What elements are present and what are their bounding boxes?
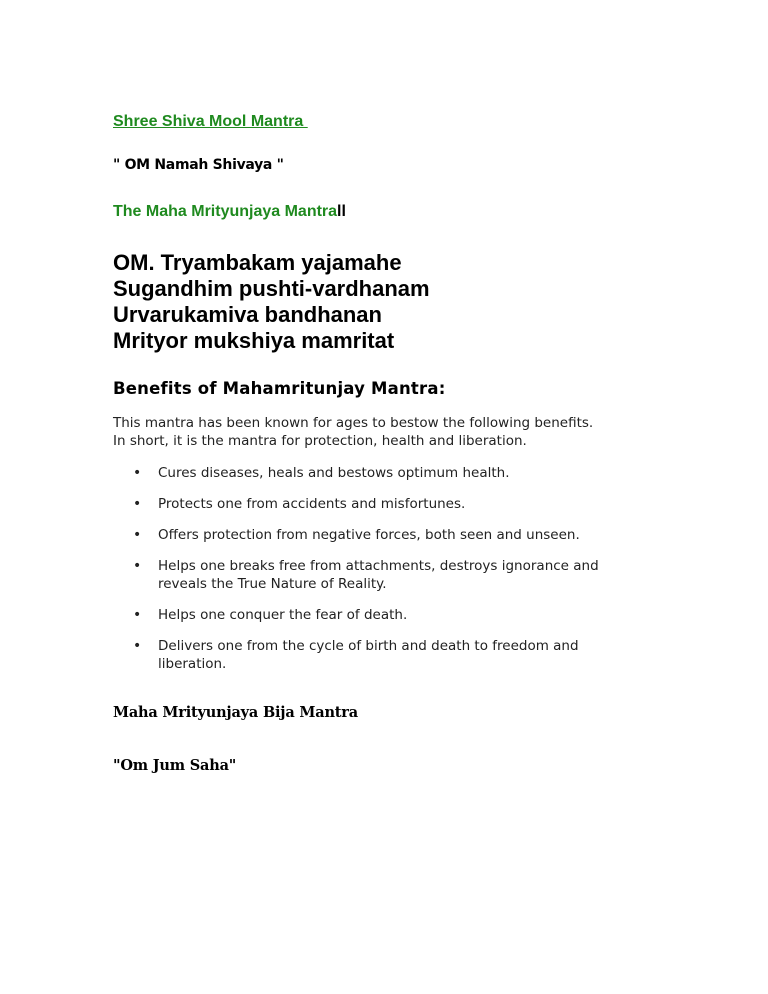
benefit-text-continued: reveals the True Nature of Reality. bbox=[158, 576, 387, 592]
bullet-icon: • bbox=[133, 465, 142, 481]
shiva-mool-mantra-heading: Shree Shiva Mool Mantra bbox=[113, 113, 308, 130]
verse-line: Mrityor mukshiya mamritat bbox=[113, 328, 395, 353]
bullet-icon: • bbox=[133, 638, 142, 654]
benefit-item bbox=[113, 495, 599, 513]
mantra-verse bbox=[113, 250, 430, 354]
maha-mrityunjaya-heading-text: The Maha Mrityunjaya Mantra bbox=[113, 203, 338, 220]
benefit-item bbox=[113, 557, 599, 593]
intro-line: In short, it is the mantra for protection, health and liberation. bbox=[113, 433, 527, 449]
benefit-item bbox=[113, 606, 599, 624]
maha-mrityunjaya-heading bbox=[113, 203, 346, 221]
benefits-list bbox=[113, 464, 599, 686]
benefit-text: Protects one from accidents and misfortunes. bbox=[158, 496, 466, 512]
bullet-icon: • bbox=[133, 558, 142, 574]
benefit-item bbox=[113, 526, 599, 544]
bullet-icon: • bbox=[133, 607, 142, 623]
benefit-text: Offers protection from negative forces, both seen and unseen. bbox=[158, 527, 580, 543]
benefits-heading: Benefits of Mahamritunjay Mantra: bbox=[113, 379, 446, 398]
benefit-item bbox=[113, 637, 599, 673]
verse-line: OM. Tryambakam yajamahe bbox=[113, 250, 402, 275]
benefit-text-continued: liberation. bbox=[158, 656, 227, 672]
maha-mrityunjaya-heading-suffix: ll bbox=[337, 203, 346, 220]
bija-mantra-heading: Maha Mrityunjaya Bija Mantra bbox=[113, 704, 358, 721]
verse-line: Urvarukamiva bandhanan bbox=[113, 302, 382, 327]
intro-line: This mantra has been known for ages to bestow the following benefits. bbox=[113, 415, 594, 431]
benefit-text: Helps one conquer the fear of death. bbox=[158, 607, 408, 623]
bullet-icon: • bbox=[133, 527, 142, 543]
bullet-icon: • bbox=[133, 496, 142, 512]
benefit-text: Cures diseases, heals and bestows optimum health. bbox=[158, 465, 510, 481]
om-namah-shivaya-text: " OM Namah Shivaya " bbox=[113, 157, 284, 173]
benefit-text: Helps one breaks free from attachments, destroys ignorance and bbox=[158, 558, 599, 574]
benefit-text: Delivers one from the cycle of birth and death to freedom and bbox=[158, 638, 579, 654]
verse-line: Sugandhim pushti-vardhanam bbox=[113, 276, 430, 301]
om-jum-saha-text: "Om Jum Saha" bbox=[113, 757, 237, 774]
benefits-intro bbox=[113, 414, 593, 450]
benefit-item bbox=[113, 464, 599, 482]
